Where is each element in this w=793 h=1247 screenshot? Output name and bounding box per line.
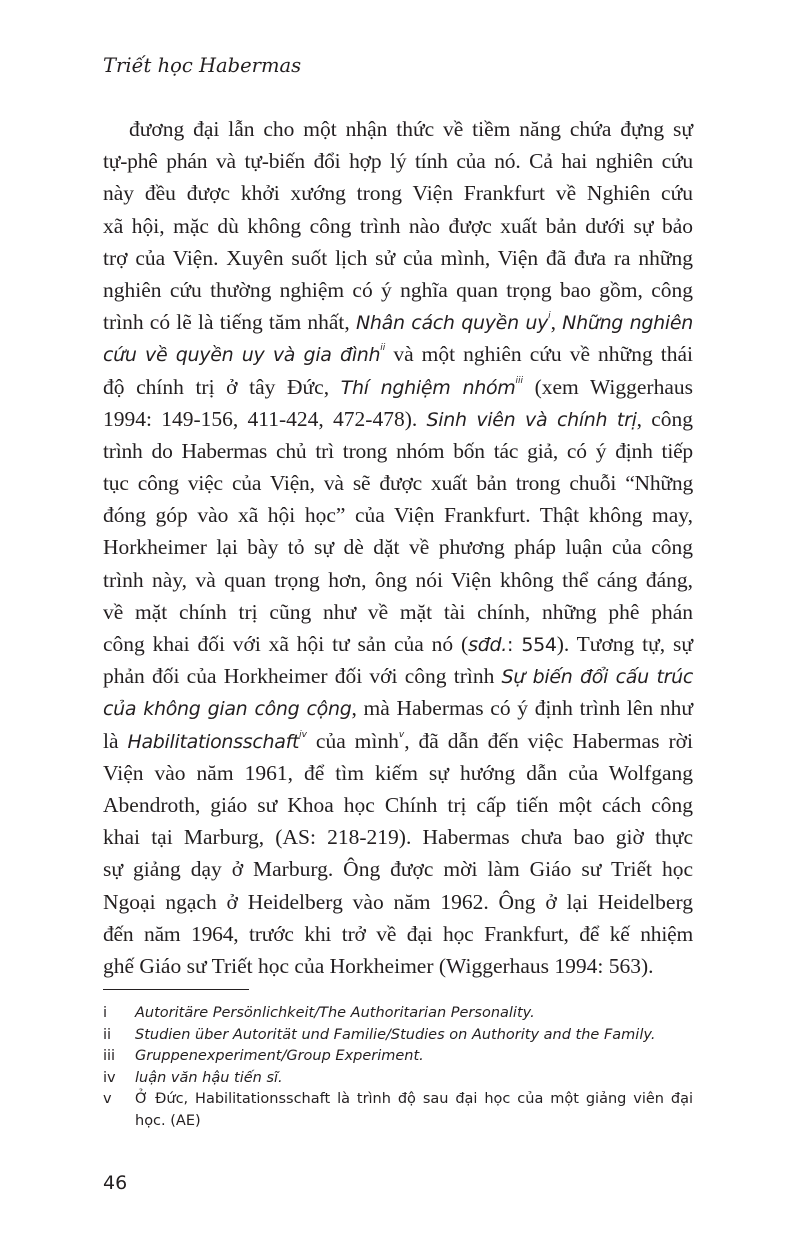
text-run: ghế Giáo sư Triết học của Horkheimer (Wiggerhaus 1994: 563). [103, 953, 654, 978]
text-run: là [103, 728, 128, 753]
text-run: về mặt chính trị cũng như về mặt tài chính, những phê phán [103, 599, 693, 624]
text-run: của mình [306, 728, 399, 753]
text-run: khai tại Marburg, (AS: 218-219). Habermas chưa bao giờ thực [103, 825, 693, 850]
footnote [103, 1025, 693, 1047]
text-line [103, 242, 693, 274]
running-header: Triết học Habermas [103, 54, 302, 77]
text-run: , [550, 310, 563, 335]
footnote [103, 1003, 693, 1025]
footnote-marker: iii [515, 375, 523, 386]
footnote-marker: iv [299, 729, 307, 740]
text-run: trình do Habermas chủ trì trong nhóm bốn tác giả, có ý định tiếp [103, 438, 693, 463]
text-line [103, 950, 693, 982]
footnote-separator [103, 989, 249, 990]
text-line [103, 210, 693, 242]
text-run: Ngoại ngạch ở Heidelberg vào năm 1962. Ông ở lại Heidelberg [103, 889, 693, 914]
footnote [103, 1046, 693, 1068]
footnote-mark: iii [103, 1048, 116, 1064]
text-run: đương đại lẫn cho một nhận thức về tiềm năng chứa đựng sự [129, 117, 693, 141]
italic-title: Nhân cách quyền uy [355, 312, 549, 335]
text-line [103, 853, 693, 885]
text-line [103, 338, 693, 370]
footnote-marker: i [548, 311, 551, 322]
text-line [103, 371, 693, 403]
text-line [103, 564, 693, 596]
footnote-mark: i [103, 1005, 108, 1021]
text-line [103, 692, 693, 724]
italic-title: của không gian công cộng [103, 698, 352, 721]
text-run: ). Tương tự, sự [556, 632, 693, 656]
text-run: trợ của Viện. Xuyên suốt lịch sử của mình, Viện đã đưa ra những [103, 245, 693, 270]
footnote-text: Ở Đức, Habilitationsschaft là trình độ sau đại học của một giảng viên đại học. (AE) [135, 1091, 693, 1129]
footnote [103, 1089, 693, 1132]
footnote-mark: v [103, 1091, 112, 1107]
footnote-marker: v [398, 729, 405, 740]
text-run: Viện vào năm 1961, để tìm kiếm sự hướng dẫn của Wolfgang [103, 760, 693, 785]
text-line [103, 435, 693, 467]
text-run: Horkheimer lại bày tỏ sự dè dặt về phương pháp luận của công [103, 535, 693, 560]
text-run: trình có lẽ là tiếng tăm nhất, [103, 310, 356, 335]
text-line [103, 499, 693, 531]
italic-title: cứu về quyền uy và gia đình [103, 344, 381, 367]
text-line [103, 177, 693, 209]
text-line [103, 596, 693, 628]
text-run: xã hội, mặc dù không công trình nào được xuất bản dưới sự bảo [103, 213, 693, 238]
italic-title: Thí nghiệm nhóm [340, 376, 516, 399]
text-run: , mà Habermas có ý định trình lên như [351, 696, 694, 721]
text-run: tự-phê phán và tự-biến đổi hợp lý tính của nó. Cả hai nghiên cứu [103, 149, 693, 174]
italic-title: Sinh viên và chính trị [426, 408, 637, 431]
text-run: phản đối của Horkheimer đối với công trình [103, 664, 502, 689]
text-run: đến năm 1964, trước khi trở về đại học Frankfurt, để kế nhiệm [103, 921, 693, 946]
body-paragraph [103, 113, 693, 982]
text-run: Abendroth, giáo sư Khoa học Chính trị cấp tiến một cách công [103, 792, 693, 817]
text-run: , công [636, 406, 694, 431]
text-line [103, 274, 693, 306]
text-line [103, 113, 693, 145]
page-number: 46 [103, 1172, 128, 1194]
text-run: 1994: 149-156, 411-424, 472-478). [103, 406, 427, 431]
text-line [103, 531, 693, 563]
text-run: tục công việc của Viện, và sẽ được xuất bản trong chuỗi “Những [103, 471, 693, 496]
text-line [103, 660, 693, 692]
text-line [103, 789, 693, 821]
footnote-mark: iv [103, 1069, 116, 1086]
footnotes [103, 1003, 693, 1132]
footnote-text: Studien über Autorität und Familie/Studies on Authority and the Family. [135, 1026, 656, 1043]
text-line [103, 628, 693, 660]
italic-title: Những nghiên [562, 312, 693, 335]
text-line [103, 145, 693, 177]
text-run: , đã dẫn đến việc Habermas rời [404, 728, 693, 753]
text-line [103, 725, 693, 757]
footnote-mark: ii [103, 1026, 112, 1043]
text-run: trình này, và quan trọng hơn, ông nói Viện không thể cáng đáng, [103, 567, 693, 592]
text-run: và một nghiên cứu về những thái [385, 342, 693, 367]
text-line [103, 467, 693, 499]
text-run: đóng góp vào xã hội học” của Viện Frankfurt. Thật không may, [103, 503, 693, 528]
text-run: : 554 [507, 634, 557, 656]
italic-title: Sự biến đổi cấu trúc [501, 666, 693, 689]
italic-title: sđd. [468, 634, 508, 656]
italic-title: Habilitationsschaft [127, 730, 300, 753]
footnote [103, 1068, 693, 1090]
text-run: nghiên cứu thường nghiệm có ý nghĩa quan trọng bao gồm, công [103, 277, 693, 302]
text-line [103, 403, 693, 435]
footnote-marker: ii [380, 343, 386, 354]
text-line [103, 757, 693, 789]
footnote-text: Autoritäre Persönlichkeit/The Authoritarian Personality. [135, 1005, 535, 1021]
text-line [103, 886, 693, 918]
footnote-text: luận văn hậu tiến sĩ. [135, 1069, 283, 1086]
text-line [103, 821, 693, 853]
text-run: công khai đối với xã hội tư sản của nó ( [103, 632, 469, 656]
footnote-text: Gruppenexperiment/Group Experiment. [135, 1048, 424, 1064]
text-line [103, 306, 693, 338]
text-run: độ chính trị ở tây Đức, [103, 374, 341, 399]
text-run: (xem Wiggerhaus [523, 374, 693, 399]
text-run: sự giảng dạy ở Marburg. Ông được mời làm Giáo sư Triết học [103, 857, 693, 882]
text-line [103, 918, 693, 950]
text-run: này đều được khởi xướng trong Viện Frankfurt về Nghiên cứu [103, 181, 693, 206]
